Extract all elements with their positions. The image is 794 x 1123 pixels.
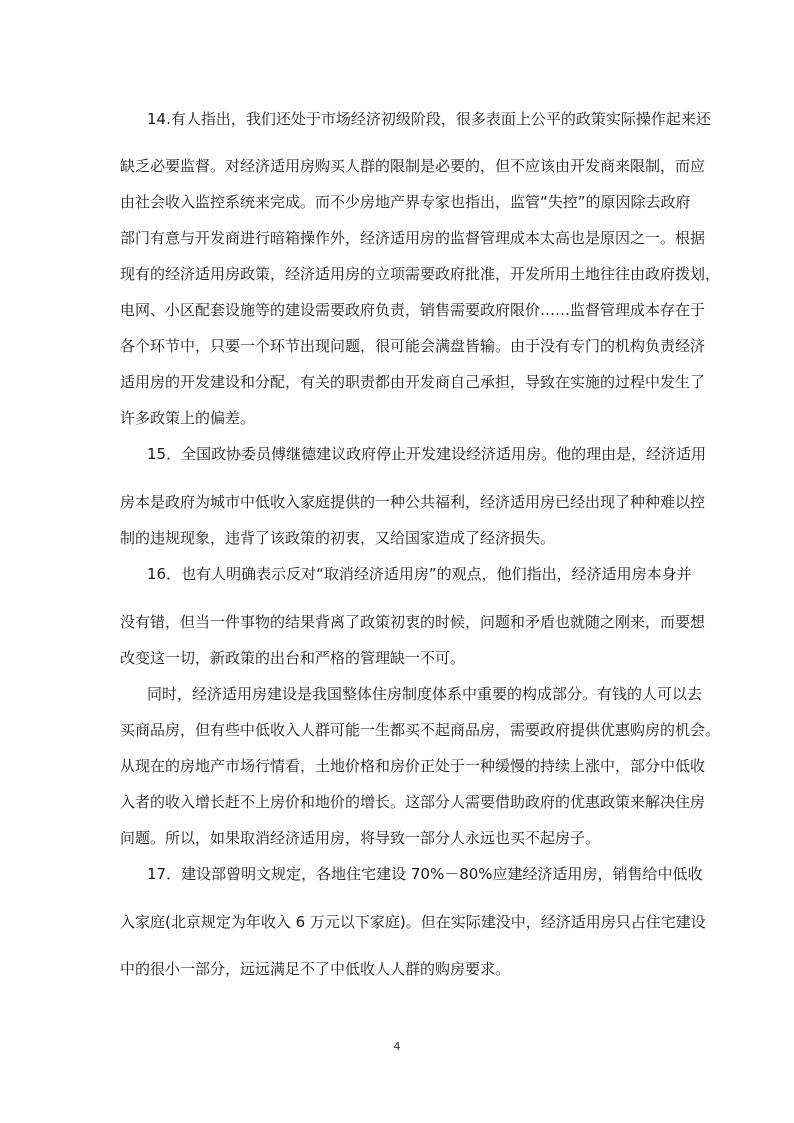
paragraph-16-line-2: 没有错，但当一件事物的结果背离了政策初衷的时候，问题和矛盾也就随之刚来，而要想 [120,613,706,631]
paragraph-housing-line-5: 问题。所以，如果取消经济适用房，将导致一部分人永远也买不起房子。 [120,829,601,847]
paragraph-housing-line-2: 买商品房，但有些中低收入人群可能一生都买不起商品房，需要政府提供优惠购房的机会。 [120,721,721,739]
paragraph-14-line-6: 电网、小区配套设施等的建设需要政府负责，销售需要政府限价……监督管理成本存在于 [120,301,706,319]
paragraph-14-line-1: 14.有人指出，我们还处于市场经济初级阶段，很多表面上公平的政策实际操作起来还 [147,110,711,128]
paragraph-17-line-3: 中的很小一部分，远远满足不了中低收人人群的购房要求。 [120,960,511,978]
paragraph-17-line-2: 入家庭(北京规定为年收入 6 万元以下家庭)。但在实际建没中，经济适用房只占住宅建设 [120,913,706,931]
paragraph-15-line-2: 房本是政府为城市中低收入家庭提供的一种公共福利，经济适用房已经出现了种种难以控 [120,493,706,511]
paragraph-14-line-9: 许多政策上的偏差。 [120,409,256,427]
paragraph-15-line-1: 15．全国政协委员傅继德建议政府停止开发建设经济适用房。他的理由是，经济适用 [147,445,707,463]
paragraph-14-line-7: 各个环节中，只要一个环节出现问题，很可能会满盘皆输。由于没有专门的机构负责经济 [120,337,706,355]
page-number: 4 [393,1040,401,1053]
paragraph-14-line-2: 缺乏必要监督。对经济适用房购买人群的限制是必要的，但不应该由开发商来限制，而应 [120,157,706,175]
paragraph-17-line-1: 17．建设部曾明文规定，各地住宅建设 70%－80%应建经济适用房，销售给中低收 [147,865,703,883]
paragraph-housing-line-1: 同时，经济适用房建设是我国整体住房制度体系中重要的构成部分。有钱的人可以去 [147,685,703,703]
paragraph-16-line-3: 改变这一切，新政策的出台和严格的管理缺一不可。 [120,649,466,667]
paragraph-14-line-5: 现有的经济适用房政策，经济适用房的立项需要政府批准，开发所用土地往往由政府拨划， [120,265,721,283]
paragraph-14-line-3: 由社会收入监控系统来完成。而不少房地产界专家也指出，监管“失控”的原因除去政府 [120,193,691,211]
paragraph-14-line-4: 部门有意与开发商进行暗箱操作外，经济适用房的监督管理成本太高也是原因之一。根据 [120,229,706,247]
paragraph-15-line-3: 制的违规现象，违背了该政策的初衷，又给国家造成了经济损失。 [120,529,556,547]
paragraph-16-line-1: 16．也有人明确表示反对“取消经济适用房”的观点，他们指出，经济适用房本身并 [147,565,692,583]
paragraph-14-line-8: 适用房的开发建设和分配，有关的职责都由开发商自己承担，导致在实施的过程中发生了 [120,373,706,391]
paragraph-housing-line-4: 入者的收入增长赶不上房价和地价的增长。这部分人需要借助政府的优惠政策来解决住房 [120,793,706,811]
paragraph-housing-line-3: 从现在的房地产市场行情看，土地价格和房价正处于一种缓慢的持续上涨中，部分中低收 [120,757,706,775]
